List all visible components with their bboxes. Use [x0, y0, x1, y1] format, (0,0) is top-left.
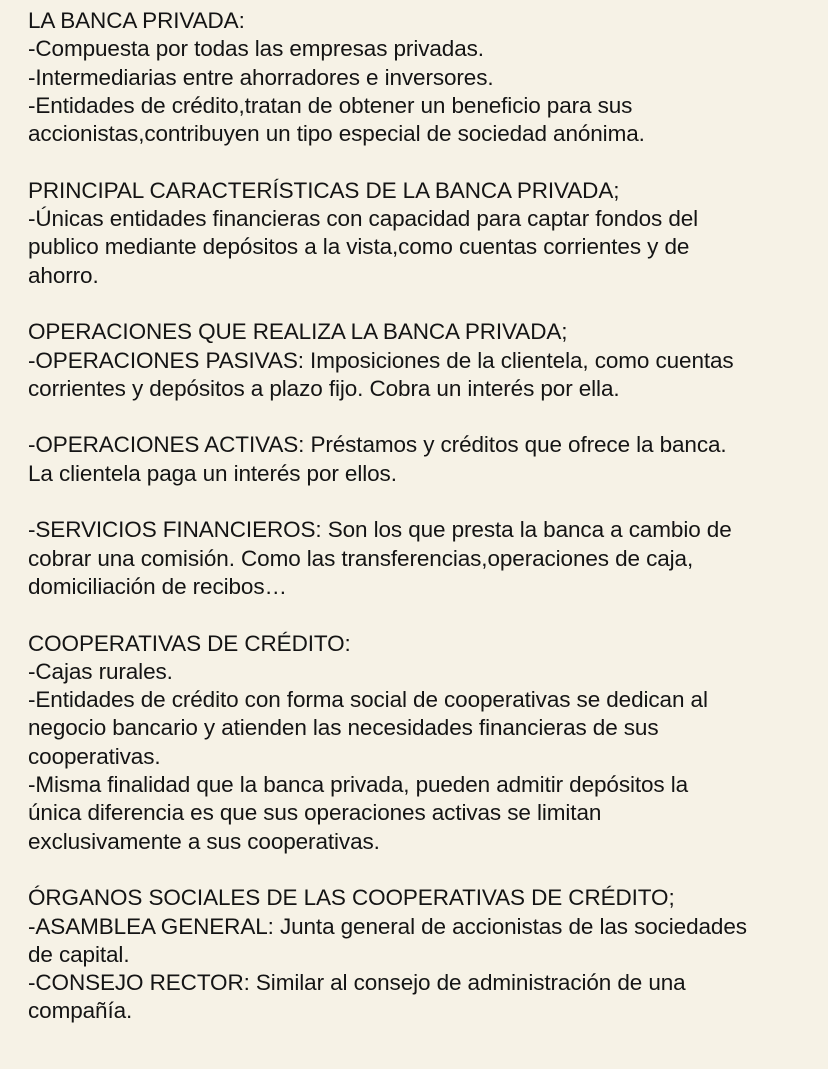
text-line: -OPERACIONES ACTIVAS: Préstamos y créditos que ofrece la banca. — [28, 432, 727, 458]
paragraph — [28, 431, 828, 488]
text-line: -SERVICIOS FINANCIEROS: Son los que presta la banca a cambio de — [28, 517, 732, 543]
text-line: ahorro. — [28, 262, 99, 288]
paragraph-heading: LA BANCA PRIVADA: — [28, 8, 245, 33]
text-line: -Únicas entidades financieras con capacidad para captar fondos del — [28, 206, 699, 232]
text-line: corrientes y depósitos a plazo fijo. Cobra un interés por ella. — [28, 375, 620, 401]
paragraph-heading: OPERACIONES QUE REALIZA LA BANCA PRIVADA; — [28, 319, 568, 345]
text-line: cobrar una comisión. Como las transferencias,operaciones de caja, — [28, 545, 694, 571]
text-line: -ASAMBLEA GENERAL: Junta general de accionistas de las sociedades — [28, 913, 747, 939]
paragraph-heading: ÓRGANOS SOCIALES DE LAS COOPERATIVAS DE CRÉDITO; — [28, 885, 675, 911]
text-line: -Cajas rurales. — [28, 658, 173, 684]
text-line: cooperativas. — [28, 743, 161, 769]
text-line: -CONSEJO RECTOR: Similar al consejo de administración de una — [28, 970, 686, 996]
paragraph — [28, 884, 828, 1025]
text-line: compañía. — [28, 998, 133, 1024]
paragraph-heading: PRINCIPAL CARACTERÍSTICAS DE LA BANCA PRIVADA; — [28, 177, 620, 203]
text-line: -Misma finalidad que la banca privada, pueden admitir depósitos la — [28, 772, 689, 798]
text-line: La clientela paga un interés por ellos. — [28, 460, 397, 486]
paragraph — [28, 318, 828, 403]
text-line: de capital. — [28, 941, 130, 967]
text-line: -Intermediarias entre ahorradores e inversores. — [28, 64, 494, 90]
text-line: -Entidades de crédito,tratan de obtener un beneficio para sus — [28, 92, 633, 118]
text-line: única diferencia es que sus operaciones activas se limitan — [28, 800, 602, 826]
paragraph — [28, 7, 828, 148]
paragraph — [28, 630, 828, 856]
paragraph — [28, 177, 828, 290]
paragraph-heading: COOPERATIVAS DE CRÉDITO: — [28, 630, 351, 656]
text-line: domiciliación de recibos… — [28, 573, 287, 599]
text-line: -Entidades de crédito con forma social de cooperativas se dedican al — [28, 687, 708, 713]
text-line: negocio bancario y atienden las necesidades financieras de sus — [28, 715, 659, 741]
text-line: publico mediante depósitos a la vista,como cuentas corrientes y de — [28, 234, 690, 260]
text-line: exclusivamente a sus cooperativas. — [28, 828, 380, 854]
text-line: -Compuesta por todas las empresas privadas. — [28, 36, 484, 62]
text-line: -OPERACIONES PASIVAS: Imposiciones de la clientela, como cuentas — [28, 347, 734, 373]
paragraph — [28, 516, 828, 601]
text-line: accionistas,contribuyen un tipo especial de sociedad anónima. — [28, 121, 645, 147]
